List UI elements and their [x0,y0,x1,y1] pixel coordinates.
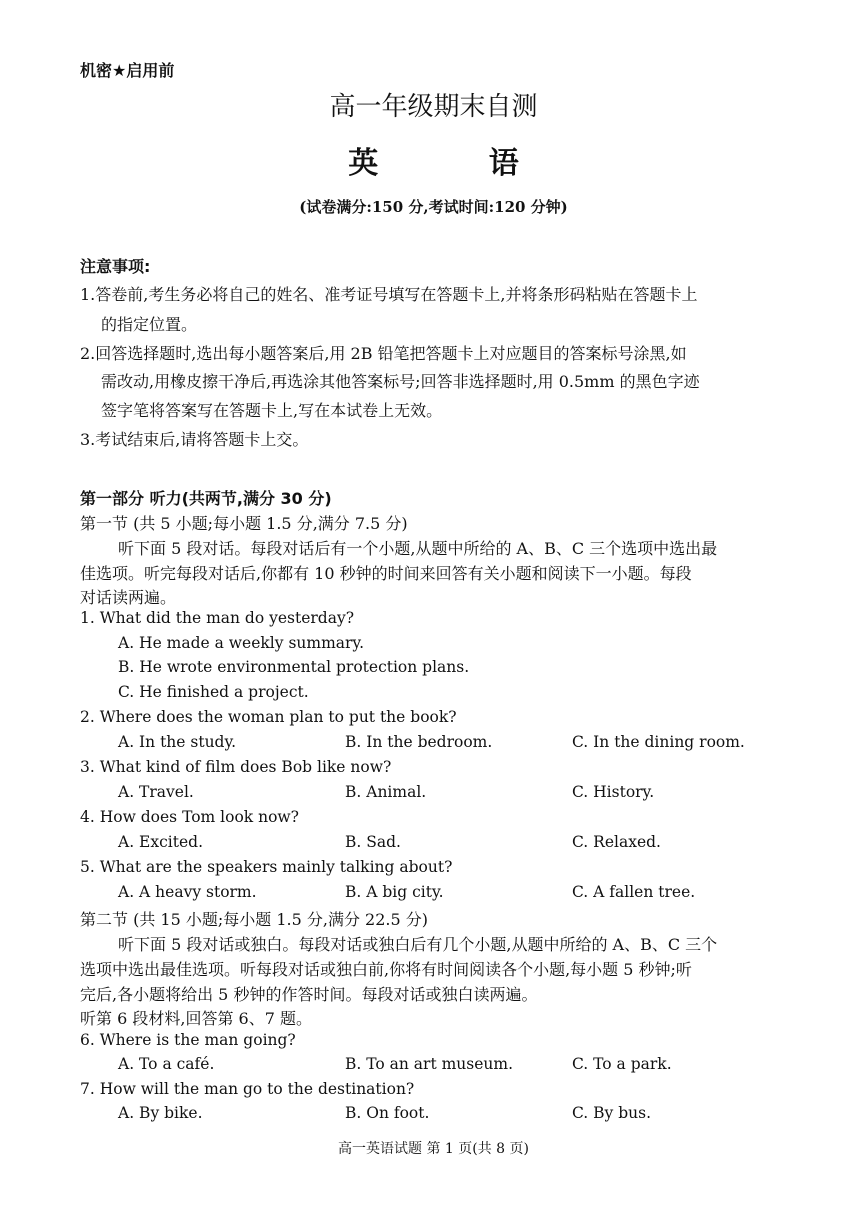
notice-line: 1.答卷前,考生务必将自己的姓名、准考证号填写在答题卡上,并将条形码粘贴在答题卡上 [80,285,698,304]
option-a: A. He made a weekly summary. [118,634,365,652]
option-b: B. He wrote environmental protection plans. [118,658,470,676]
instruction-line: 选项中选出最佳选项。听每段对话或独白前,你将有时间阅读各个小题,每小题 5 秒钟;听 [80,960,692,979]
option-c: C. He finished a project. [118,683,309,701]
option-c: C. In the dining room. [572,733,745,751]
option-c: C. A fallen tree. [572,883,696,901]
notice-line: 需改动,用橡皮擦干净后,再选涂其他答案标号;回答非选择题时,用 0.5mm 的黑色字迹 [101,372,700,391]
option-c: C. To a park. [572,1055,672,1073]
section1-heading: 第一节 (共 5 小题;每小题 1.5 分,满分 7.5 分) [80,514,408,533]
option-a: A. Travel. [118,783,194,801]
question-7: 7. How will the man go to the destination? [80,1080,415,1098]
confidential-mark: 机密★启用前 [80,61,175,80]
notice-heading: 注意事项: [80,257,151,276]
option-a: A. By bike. [118,1104,203,1122]
section2-heading: 第二节 (共 15 小题;每小题 1.5 分,满分 22.5 分) [80,910,428,929]
exam-title: 高一年级期末自测 [329,92,538,122]
question-2: 2. Where does the woman plan to put the book? [80,708,457,726]
option-c: C. By bus. [572,1104,652,1122]
question-6: 6. Where is the man going? [80,1031,296,1049]
option-b: B. Animal. [345,783,427,801]
question-4: 4. How does Tom look now? [80,808,299,826]
option-b: B. In the bedroom. [345,733,493,751]
exam-info: (试卷满分:150 分,考试时间:120 分钟) [299,198,568,216]
option-c: C. Relaxed. [572,833,661,851]
option-a: A. A heavy storm. [118,883,257,901]
instruction-line: 对话读两遍。 [80,588,177,607]
instruction-line: 听下面 5 段对话。每段对话后有一个小题,从题中所给的 A、B、C 三个选项中选出最 [118,539,718,558]
question-1: 1. What did the man do yesterday? [80,609,355,627]
material-note: 听第 6 段材料,回答第 6、7 题。 [80,1009,312,1028]
instruction-line: 佳选项。听完每段对话后,你都有 10 秒钟的时间来回答有关小题和阅读下一小题。每段 [80,564,692,583]
notice-line: 的指定位置。 [101,315,198,334]
option-b: B. A big city. [345,883,444,901]
option-a: A. Excited. [118,833,203,851]
option-b: B. On foot. [345,1104,430,1122]
question-5: 5. What are the speakers mainly talking about? [80,858,453,876]
option-a: A. To a café. [118,1055,215,1073]
option-b: B. To an art museum. [345,1055,514,1073]
notice-line: 3.考试结束后,请将答题卡上交。 [80,430,309,449]
notice-line: 2.回答选择题时,选出每小题答案后,用 2B 铅笔把答题卡上对应题目的答案标号涂黑,如 [80,344,687,363]
question-3: 3. What kind of film does Bob like now? [80,758,392,776]
notice-line: 签字笔将答案写在答题卡上,写在本试卷上无效。 [101,401,443,420]
option-b: B. Sad. [345,833,401,851]
instruction-line: 听下面 5 段对话或独白。每段对话或独白后有几个小题,从题中所给的 A、B、C 三个 [118,935,718,954]
part1-heading: 第一部分 听力(共两节,满分 30 分) [80,489,332,508]
option-a: A. In the study. [118,733,237,751]
subject-title: 英 语 [348,146,569,181]
instruction-line: 完后,各小题将给出 5 秒钟的作答时间。每段对话或独白读两遍。 [80,985,538,1004]
option-c: C. History. [572,783,655,801]
page-footer: 高一英语试题 第 1 页(共 8 页) [338,1141,529,1157]
